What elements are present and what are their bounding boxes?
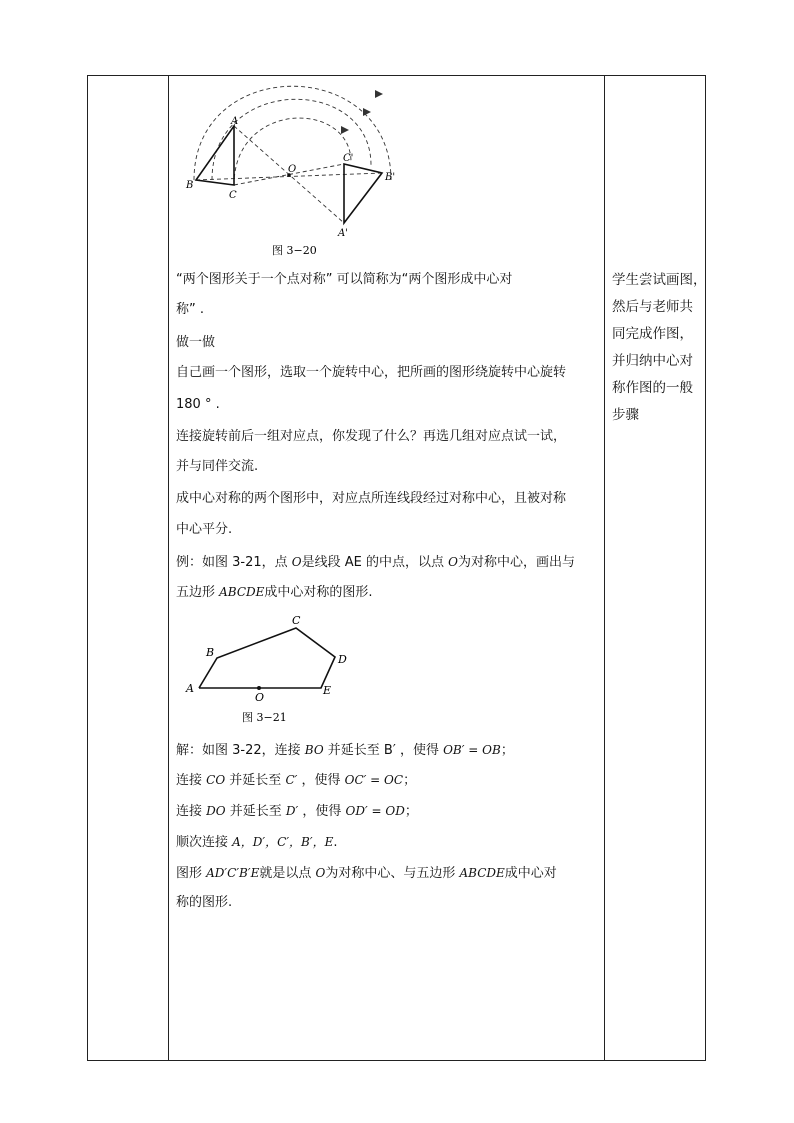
paragraph-property: 成中心对称的两个图形中，对应点所连线段经过对称中心，且被对称 [176, 491, 567, 506]
label-B: B [186, 180, 194, 191]
pentagon-ABCDE [199, 628, 335, 688]
label-O: O [288, 164, 297, 175]
side-note-line: 同完成作图， [612, 326, 693, 342]
solution-step-1: 解：如图 3-22，连接 BO 并延长至 B′ ，使得 OB′ = OB； [176, 743, 514, 758]
paragraph-connect-points: 连接旋转前后一组对应点，你发现了什么？再选几组对应点试一试， [176, 429, 567, 444]
label-B: B [206, 646, 215, 659]
side-note-line: 然后与老师共 [612, 299, 693, 315]
paragraph-draw-rotate: 自己画一个图形，选取一个旋转中心，把所画的图形绕旋转中心旋转 [176, 365, 567, 380]
paragraph-property-cont: 中心平分. [176, 522, 233, 537]
label-O: O [255, 691, 265, 704]
example-statement: 例：如图 3-21，点 O是线段 AE 的中点，以点 O为对称中心，画出与 [176, 555, 575, 570]
side-note-line: 称作图的一般 [612, 380, 693, 396]
label-A: A [186, 682, 194, 695]
label-B-prime: B' [385, 172, 396, 183]
right-column-divider [604, 75, 605, 1061]
left-column-divider [168, 75, 169, 1061]
figure-3-21 [176, 610, 376, 728]
example-statement-cont: 五边形 ABCDE成中心对称的图形. [176, 585, 373, 600]
side-note-line: 并归纳中心对 [612, 353, 693, 369]
solution-step-2: 连接 CO 并延长至 C′ ，使得 OC′ = OC； [176, 773, 417, 788]
label-E: E [323, 684, 332, 697]
label-C-prime: C' [343, 153, 354, 164]
triangle-A-prime-B-prime-C-prime [344, 164, 382, 223]
figure-3-20-caption: 图 3−20 [272, 244, 317, 257]
side-note-line: 学生尝试画图， [612, 272, 707, 288]
solution-step-3: 连接 DO 并延长至 D′ ，使得 OD′ = OD； [176, 804, 418, 819]
paragraph-symmetry-name: “两个图形关于一个点对称” 可以简称为“两个图形成中心对 [176, 272, 513, 287]
arrow-head-icon [341, 126, 349, 134]
paragraph-symmetry-name-cont: 称” . [176, 302, 204, 317]
label-C: C [292, 614, 301, 627]
solution-conclusion: 图形 AD′C′B′E就是以点 O为对称中心、与五边形 ABCDE成中心对 [176, 866, 557, 881]
arrow-head-icon [363, 108, 371, 116]
paragraph-draw-rotate-cont: 180 ° . [176, 397, 220, 412]
figure-3-21-caption: 图 3−21 [242, 711, 287, 724]
side-note-line: 步骤 [612, 407, 639, 423]
label-C: C [229, 190, 237, 201]
arrow-head-icon [375, 90, 383, 98]
label-A-prime: A' [338, 228, 348, 239]
label-D: D [338, 653, 347, 666]
solution-step-4: 顺次连接 A，D′，C′，B′，E. [176, 835, 338, 850]
solution-conclusion-cont: 称的图形. [176, 895, 233, 910]
midpoint-O [257, 686, 261, 690]
label-A: A [231, 116, 239, 127]
figure-3-20 [176, 80, 406, 260]
paragraph-connect-points-cont: 并与同伴交流. [176, 459, 259, 474]
heading-try-it: 做一做 [176, 335, 216, 350]
